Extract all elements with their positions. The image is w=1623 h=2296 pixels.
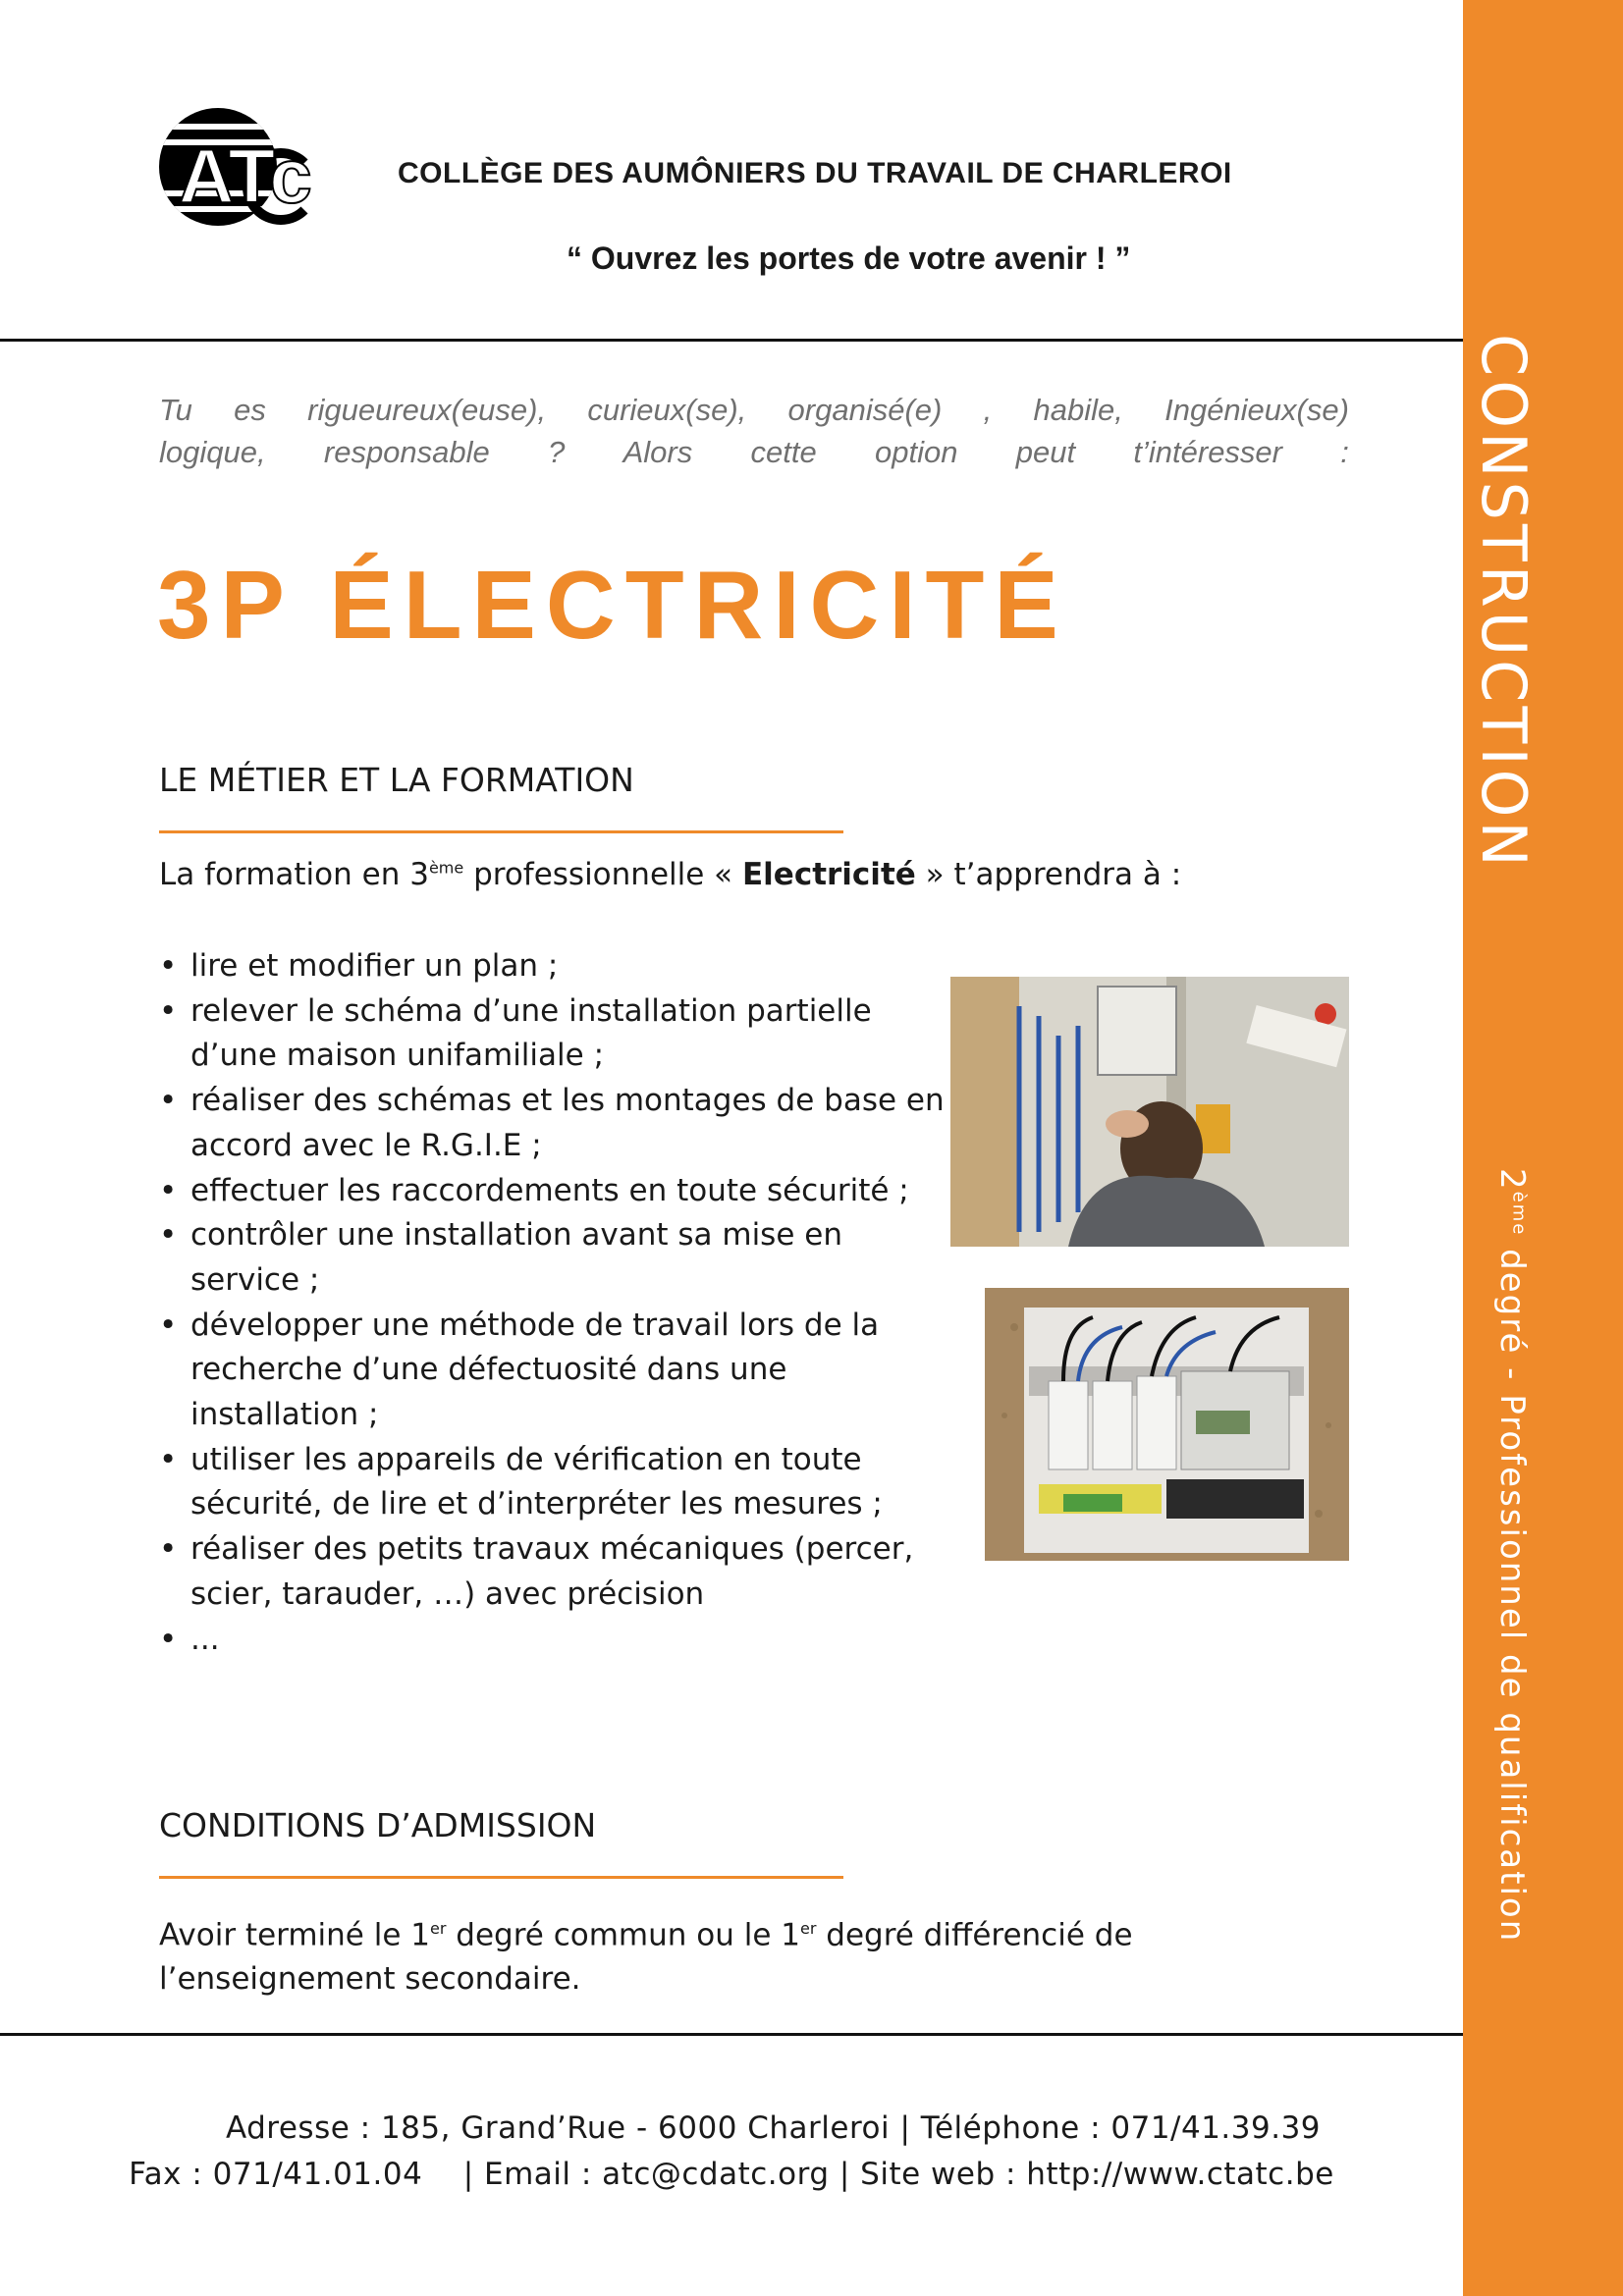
- degree-text: degré - Professionnel de qualification: [1492, 1236, 1532, 1944]
- header-divider: [0, 339, 1463, 342]
- list-item: • effectuer les raccordements en toute sécurité ;: [159, 1169, 945, 1214]
- list-item: • réaliser des schémas et les montages de base en accord avec le R.G.I.E ;: [159, 1079, 945, 1168]
- admission-text: Avoir terminé le 1er degré commun ou le 1er degré différencié de l’enseignement secondaire.: [159, 1917, 1133, 1998]
- section-heading-admission: CONDITIONS D’ADMISSION: [159, 1806, 597, 1844]
- list-item: • réaliser des petits travaux mécaniques (percer, scier, tarauder, …) avec précision: [159, 1527, 935, 1617]
- school-name: COLLÈGE DES AUMÔNIERS DU TRAVAIL DE CHARLEROI: [398, 157, 1232, 189]
- motto: “ Ouvrez les portes de votre avenir ! ”: [567, 240, 1131, 276]
- intro-line-2: logique, responsable ? Alors cette option peut t’intéresser :: [159, 435, 1349, 469]
- formation-lead: La formation en 3ème professionnelle « Electricité » t’apprendra à :: [159, 857, 1182, 892]
- footer-address: Adresse : 185, Grand’Rue - 6000 Charleroi | Téléphone : 071/41.39.39: [225, 2110, 1322, 2146]
- list-item: • développer une méthode de travail lors de la recherche d’une défectuosité dans une installation ;: [159, 1304, 964, 1438]
- degree-label: [1492, 1168, 1532, 1943]
- photo-distribution-board: [985, 1288, 1349, 1561]
- logo-text: ATc: [179, 133, 312, 219]
- category-label: CONSTRUCTION: [1468, 334, 1540, 871]
- section-underline: [159, 1876, 843, 1879]
- page-title: 3P ÉLECTRICITÉ: [157, 551, 1068, 659]
- photo-electrician-student: [950, 977, 1349, 1247]
- intro-line-1: Tu es rigueureux(euse), curieux(se), organisé(e) , habile, Ingénieux(se): [159, 393, 1349, 427]
- section-heading-metier: LE MÉTIER ET LA FORMATION: [159, 761, 634, 799]
- list-item: • ...: [159, 1618, 964, 1663]
- footer-contact: Fax : 071/41.01.04 | Email : atc@cdatc.org | Site web : http://www.ctatc.be: [129, 2157, 1334, 2192]
- list-item: • utiliser les appareils de vérification en toute sécurité, de lire et d’interpréter les mesures ;: [159, 1438, 905, 1527]
- footer-divider: [0, 2033, 1463, 2036]
- list-item: • contrôler une installation avant sa mise en service ;: [159, 1213, 905, 1303]
- list-item: • lire et modifier un plan ;: [159, 944, 945, 989]
- list-item: • relever le schéma d’une installation partielle d’une maison unifamiliale ;: [159, 989, 886, 1079]
- skills-list: [159, 944, 964, 1662]
- section-underline: [159, 830, 843, 833]
- atc-logo: [157, 106, 344, 239]
- degree-sup: ème: [1508, 1191, 1530, 1237]
- degree-number: 2: [1492, 1168, 1532, 1192]
